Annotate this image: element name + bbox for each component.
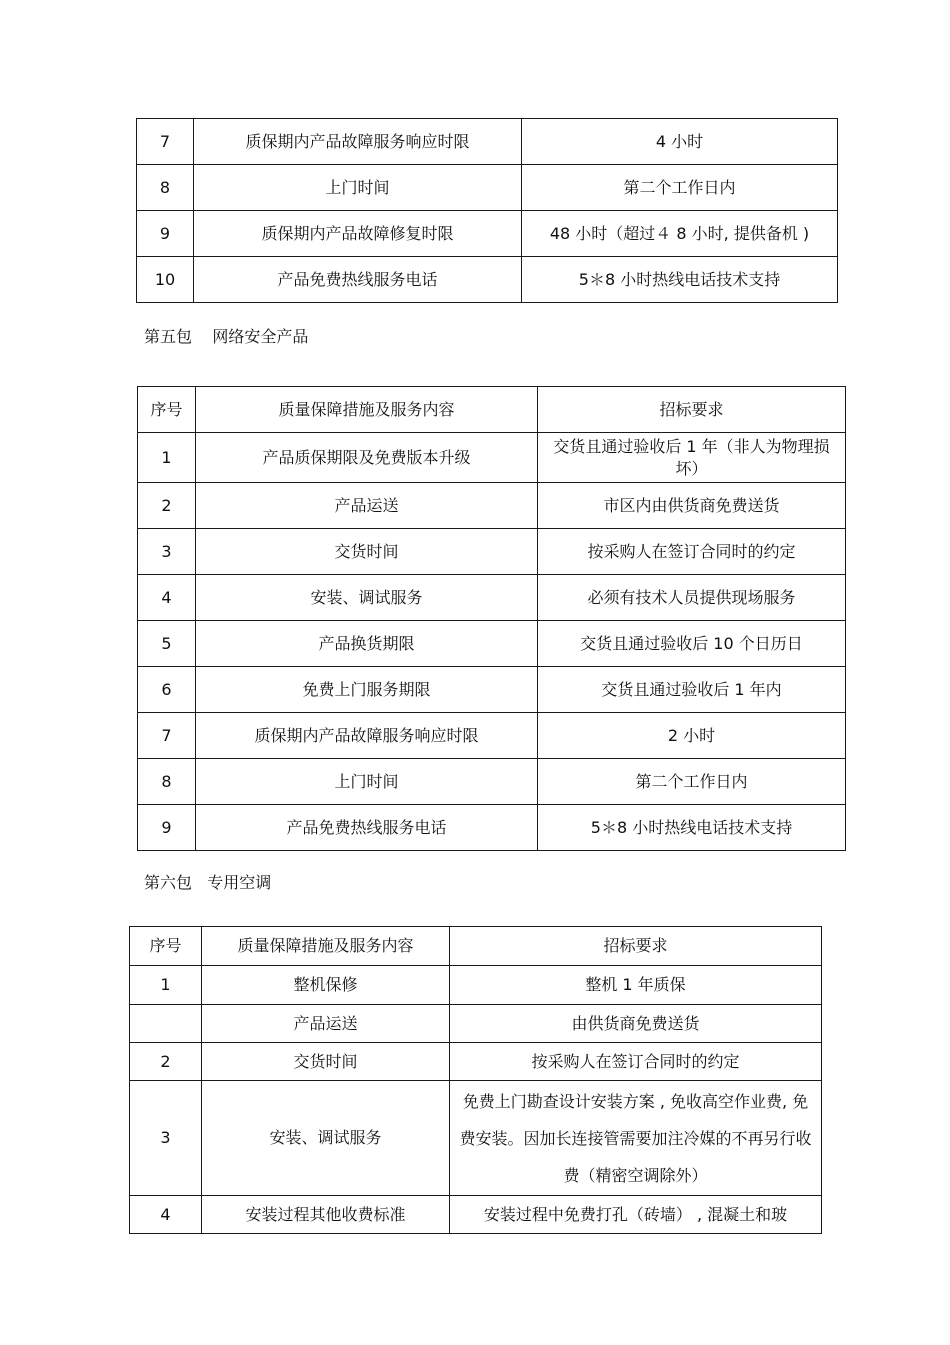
row-number: 7	[137, 119, 194, 165]
requirement: 市区内由供货商免费送货	[538, 483, 846, 529]
table-row	[137, 211, 838, 257]
requirement: 交货且通过验收后 10 个日历日	[538, 621, 846, 667]
service-item: 免费上门服务期限	[196, 667, 538, 713]
service-table-continued	[136, 118, 838, 303]
table-row	[130, 1081, 822, 1196]
requirement: 由供货商免费送货	[450, 1005, 822, 1043]
header-requirement: 招标要求	[450, 927, 822, 966]
service-table-package-6	[129, 926, 822, 1234]
requirement: 第二个工作日内	[522, 165, 838, 211]
requirement: 必须有技术人员提供现场服务	[538, 575, 846, 621]
requirement: 第二个工作日内	[538, 759, 846, 805]
table-header-row	[138, 387, 846, 433]
table-row	[137, 119, 838, 165]
table-row	[138, 483, 846, 529]
row-number: 5	[138, 621, 196, 667]
row-number: 2	[130, 1043, 202, 1081]
header-number: 序号	[138, 387, 196, 433]
table-row	[130, 966, 822, 1005]
requirement: 整机 1 年质保	[450, 966, 822, 1005]
service-item: 质保期内产品故障服务响应时限	[196, 713, 538, 759]
table-row	[138, 575, 846, 621]
row-number: 1	[130, 966, 202, 1005]
requirement: 交货且通过验收后 1 年内	[538, 667, 846, 713]
service-item: 产品运送	[196, 483, 538, 529]
requirement: 4 小时	[522, 119, 838, 165]
service-item: 质保期内产品故障修复时限	[194, 211, 522, 257]
table-row	[130, 1196, 822, 1234]
service-item: 质保期内产品故障服务响应时限	[194, 119, 522, 165]
table-row	[130, 1005, 822, 1043]
header-service-item: 质量保障措施及服务内容	[196, 387, 538, 433]
header-requirement: 招标要求	[538, 387, 846, 433]
service-item: 产品质保期限及免费版本升级	[196, 433, 538, 483]
requirement: 5＊8 小时热线电话技术支持	[522, 257, 838, 303]
requirement: 安装过程中免费打孔（砖墙） , 混凝土和玻	[450, 1196, 822, 1234]
service-item: 产品免费热线服务电话	[196, 805, 538, 851]
table-row	[138, 433, 846, 483]
requirement: 按采购人在签订合同时的约定	[538, 529, 846, 575]
row-number: 4	[130, 1196, 202, 1234]
service-item: 产品运送	[202, 1005, 450, 1043]
table-row	[138, 621, 846, 667]
header-service-item: 质量保障措施及服务内容	[202, 927, 450, 966]
row-number: 6	[138, 667, 196, 713]
service-table-package-5	[137, 386, 846, 851]
header-number: 序号	[130, 927, 202, 966]
requirement: 按采购人在签订合同时的约定	[450, 1043, 822, 1081]
table-row	[138, 805, 846, 851]
requirement: 5＊8 小时热线电话技术支持	[538, 805, 846, 851]
table-header-row	[130, 927, 822, 966]
service-item: 产品免费热线服务电话	[194, 257, 522, 303]
requirement: 交货且通过验收后 1 年（非人为物理损坏）	[538, 433, 846, 483]
table-row	[138, 529, 846, 575]
row-number: 10	[137, 257, 194, 303]
table-row	[138, 667, 846, 713]
service-item: 整机保修	[202, 966, 450, 1005]
row-number: 1	[138, 433, 196, 483]
service-item: 上门时间	[194, 165, 522, 211]
row-number: 3	[130, 1081, 202, 1196]
section-title-package-5: 第五包 网络安全产品	[144, 327, 309, 346]
row-number: 8	[137, 165, 194, 211]
row-number: 9	[137, 211, 194, 257]
table-row	[138, 759, 846, 805]
table-row	[137, 165, 838, 211]
row-number: 9	[138, 805, 196, 851]
table-row	[137, 257, 838, 303]
requirement: 免费上门勘查设计安装方案 , 免收高空作业费, 免费安装。因加长连接管需要加注冷媒的不再另行收费（精密空调除外）	[450, 1081, 822, 1196]
service-item: 交货时间	[202, 1043, 450, 1081]
table-row	[130, 1043, 822, 1081]
table-row	[138, 713, 846, 759]
requirement: 48 小时（超过４ 8 小时, 提供备机 )	[522, 211, 838, 257]
row-number: 2	[138, 483, 196, 529]
section-title-package-6: 第六包 专用空调	[144, 873, 272, 892]
service-item: 上门时间	[196, 759, 538, 805]
row-number: 3	[138, 529, 196, 575]
service-item: 产品换货期限	[196, 621, 538, 667]
service-item: 安装、调试服务	[196, 575, 538, 621]
row-number: 8	[138, 759, 196, 805]
requirement: 2 小时	[538, 713, 846, 759]
service-item: 安装过程其他收费标准	[202, 1196, 450, 1234]
row-number: 7	[138, 713, 196, 759]
service-item: 安装、调试服务	[202, 1081, 450, 1196]
service-item: 交货时间	[196, 529, 538, 575]
row-number: 4	[138, 575, 196, 621]
row-number	[130, 1005, 202, 1043]
